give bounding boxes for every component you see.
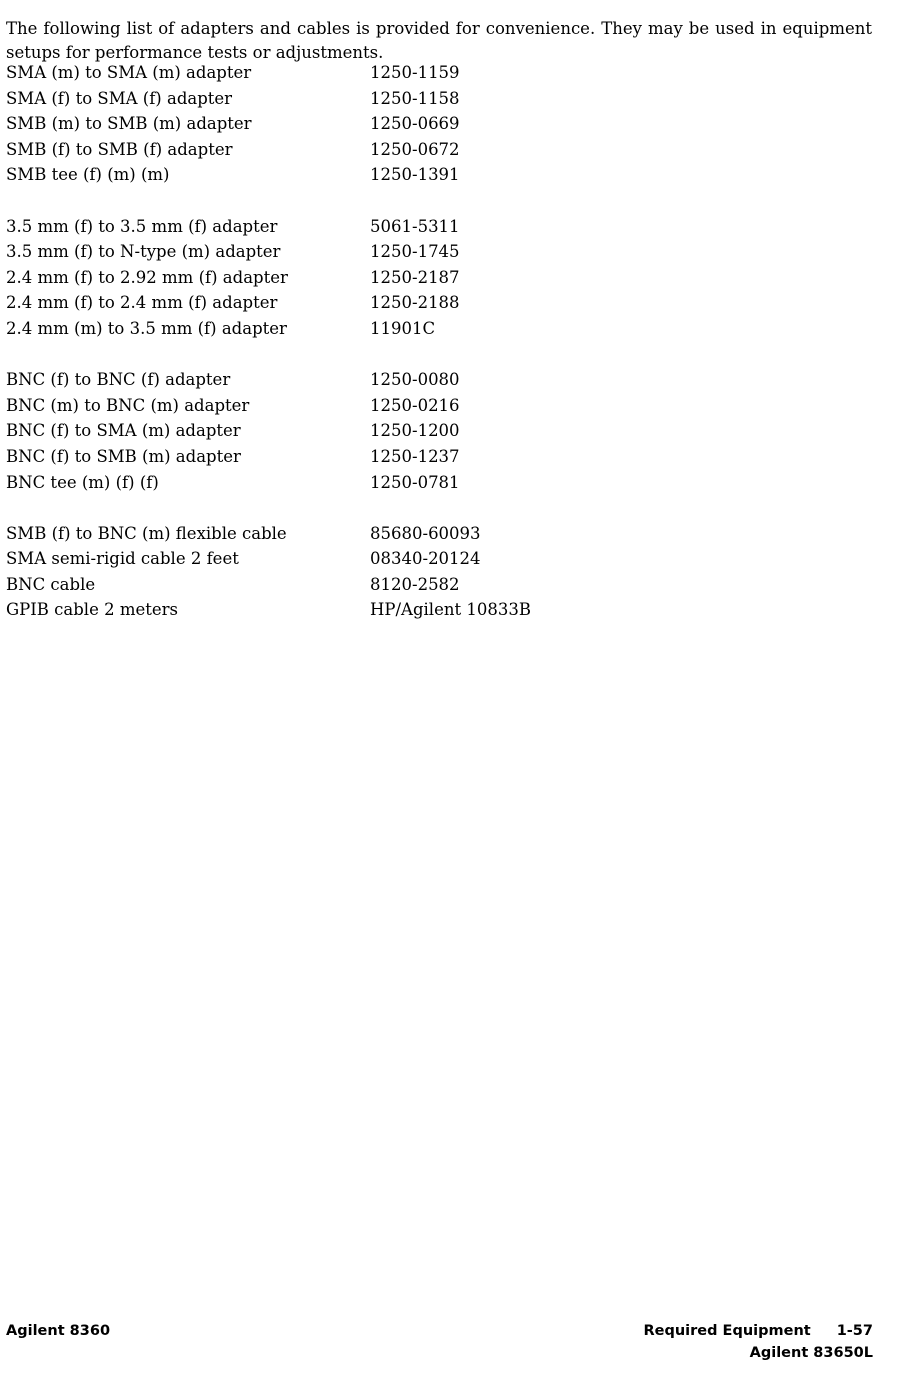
equipment-row [6,214,706,240]
equipment-part-number: 1250-0669 [370,114,460,134]
equipment-part-number: 1250-0080 [370,370,460,390]
page-footer [6,1320,873,1364]
equipment-part-number: 1250-1237 [370,446,460,466]
footer-chapter-title: Required Equipment [643,1323,811,1339]
equipment-row [6,316,706,342]
equipment-row [6,239,706,265]
equipment-description: SMB (f) to BNC (m) flexible cable [6,523,287,543]
equipment-row [6,418,706,444]
equipment-row [6,546,706,572]
equipment-description: SMA semi-rigid cable 2 feet [6,549,239,569]
equipment-row [6,265,706,291]
footer-right-group [643,1320,873,1342]
equipment-description: SMA (m) to SMA (m) adapter [6,63,252,82]
equipment-row [6,60,706,86]
equipment-part-number: 5061-5311 [370,216,460,236]
equipment-part-number: 1250-1159 [370,63,460,82]
equipment-description: BNC (f) to SMB (m) adapter [6,446,241,466]
equipment-description: 2.4 mm (f) to 2.92 mm (f) adapter [6,267,288,287]
group-spacer [6,495,706,521]
equipment-description: 2.4 mm (f) to 2.4 mm (f) adapter [6,293,278,313]
equipment-part-number: 1250-1745 [370,242,460,262]
equipment-part-number: 1250-0216 [370,395,460,415]
equipment-row [6,393,706,419]
equipment-part-number: 1250-1158 [370,88,460,108]
footer-model-label: Agilent 83650L [749,1345,873,1361]
equipment-description: BNC tee (m) (f) (f) [6,472,159,492]
equipment-row [6,367,706,393]
group-spacer [6,342,706,368]
equipment-part-number: HP/Agilent 10833B [370,600,531,620]
footer-primary-line [6,1320,873,1342]
group-spacer [6,188,706,214]
equipment-description: BNC (f) to BNC (f) adapter [6,370,231,390]
equipment-description: BNC (f) to SMA (m) adapter [6,421,241,441]
equipment-row [6,86,706,112]
equipment-row [6,162,706,188]
equipment-description: 3.5 mm (f) to 3.5 mm (f) adapter [6,216,278,236]
equipment-row [6,572,706,598]
equipment-part-number: 11901C [370,318,436,338]
equipment-row [6,137,706,163]
equipment-description: SMB (m) to SMB (m) adapter [6,114,252,134]
intro-paragraph: The following list of adapters and cables is provided for convenience. They may be used in equipment setups for performance tests or adjustments. [6,18,872,62]
equipment-description: SMB (f) to SMB (f) adapter [6,139,233,159]
equipment-list [6,60,706,623]
equipment-description: BNC (m) to BNC (m) adapter [6,395,250,415]
equipment-part-number: 1250-1391 [370,165,460,185]
equipment-part-number: 1250-2188 [370,293,460,313]
equipment-row [6,470,706,496]
equipment-description: 3.5 mm (f) to N-type (m) adapter [6,242,281,262]
equipment-part-number: 8120-2582 [370,574,460,594]
equipment-part-number: 1250-2187 [370,267,460,287]
equipment-part-number: 1250-0672 [370,139,460,159]
equipment-row [6,597,706,623]
equipment-description: GPIB cable 2 meters [6,600,179,620]
footer-secondary-line [6,1342,873,1364]
equipment-description: 2.4 mm (m) to 3.5 mm (f) adapter [6,318,287,338]
equipment-part-number: 85680-60093 [370,523,481,543]
equipment-part-number: 1250-0781 [370,472,460,492]
equipment-row [6,521,706,547]
equipment-part-number: 08340-20124 [370,549,481,569]
equipment-description: SMB tee (f) (m) (m) [6,165,170,185]
equipment-description: SMA (f) to SMA (f) adapter [6,88,233,108]
equipment-row [6,290,706,316]
equipment-description: BNC cable [6,574,96,594]
footer-product-label: Agilent 8360 [6,1323,111,1339]
equipment-part-number: 1250-1200 [370,421,460,441]
footer-page-number: 1-57 [836,1323,873,1339]
equipment-row [6,444,706,470]
equipment-row [6,111,706,137]
